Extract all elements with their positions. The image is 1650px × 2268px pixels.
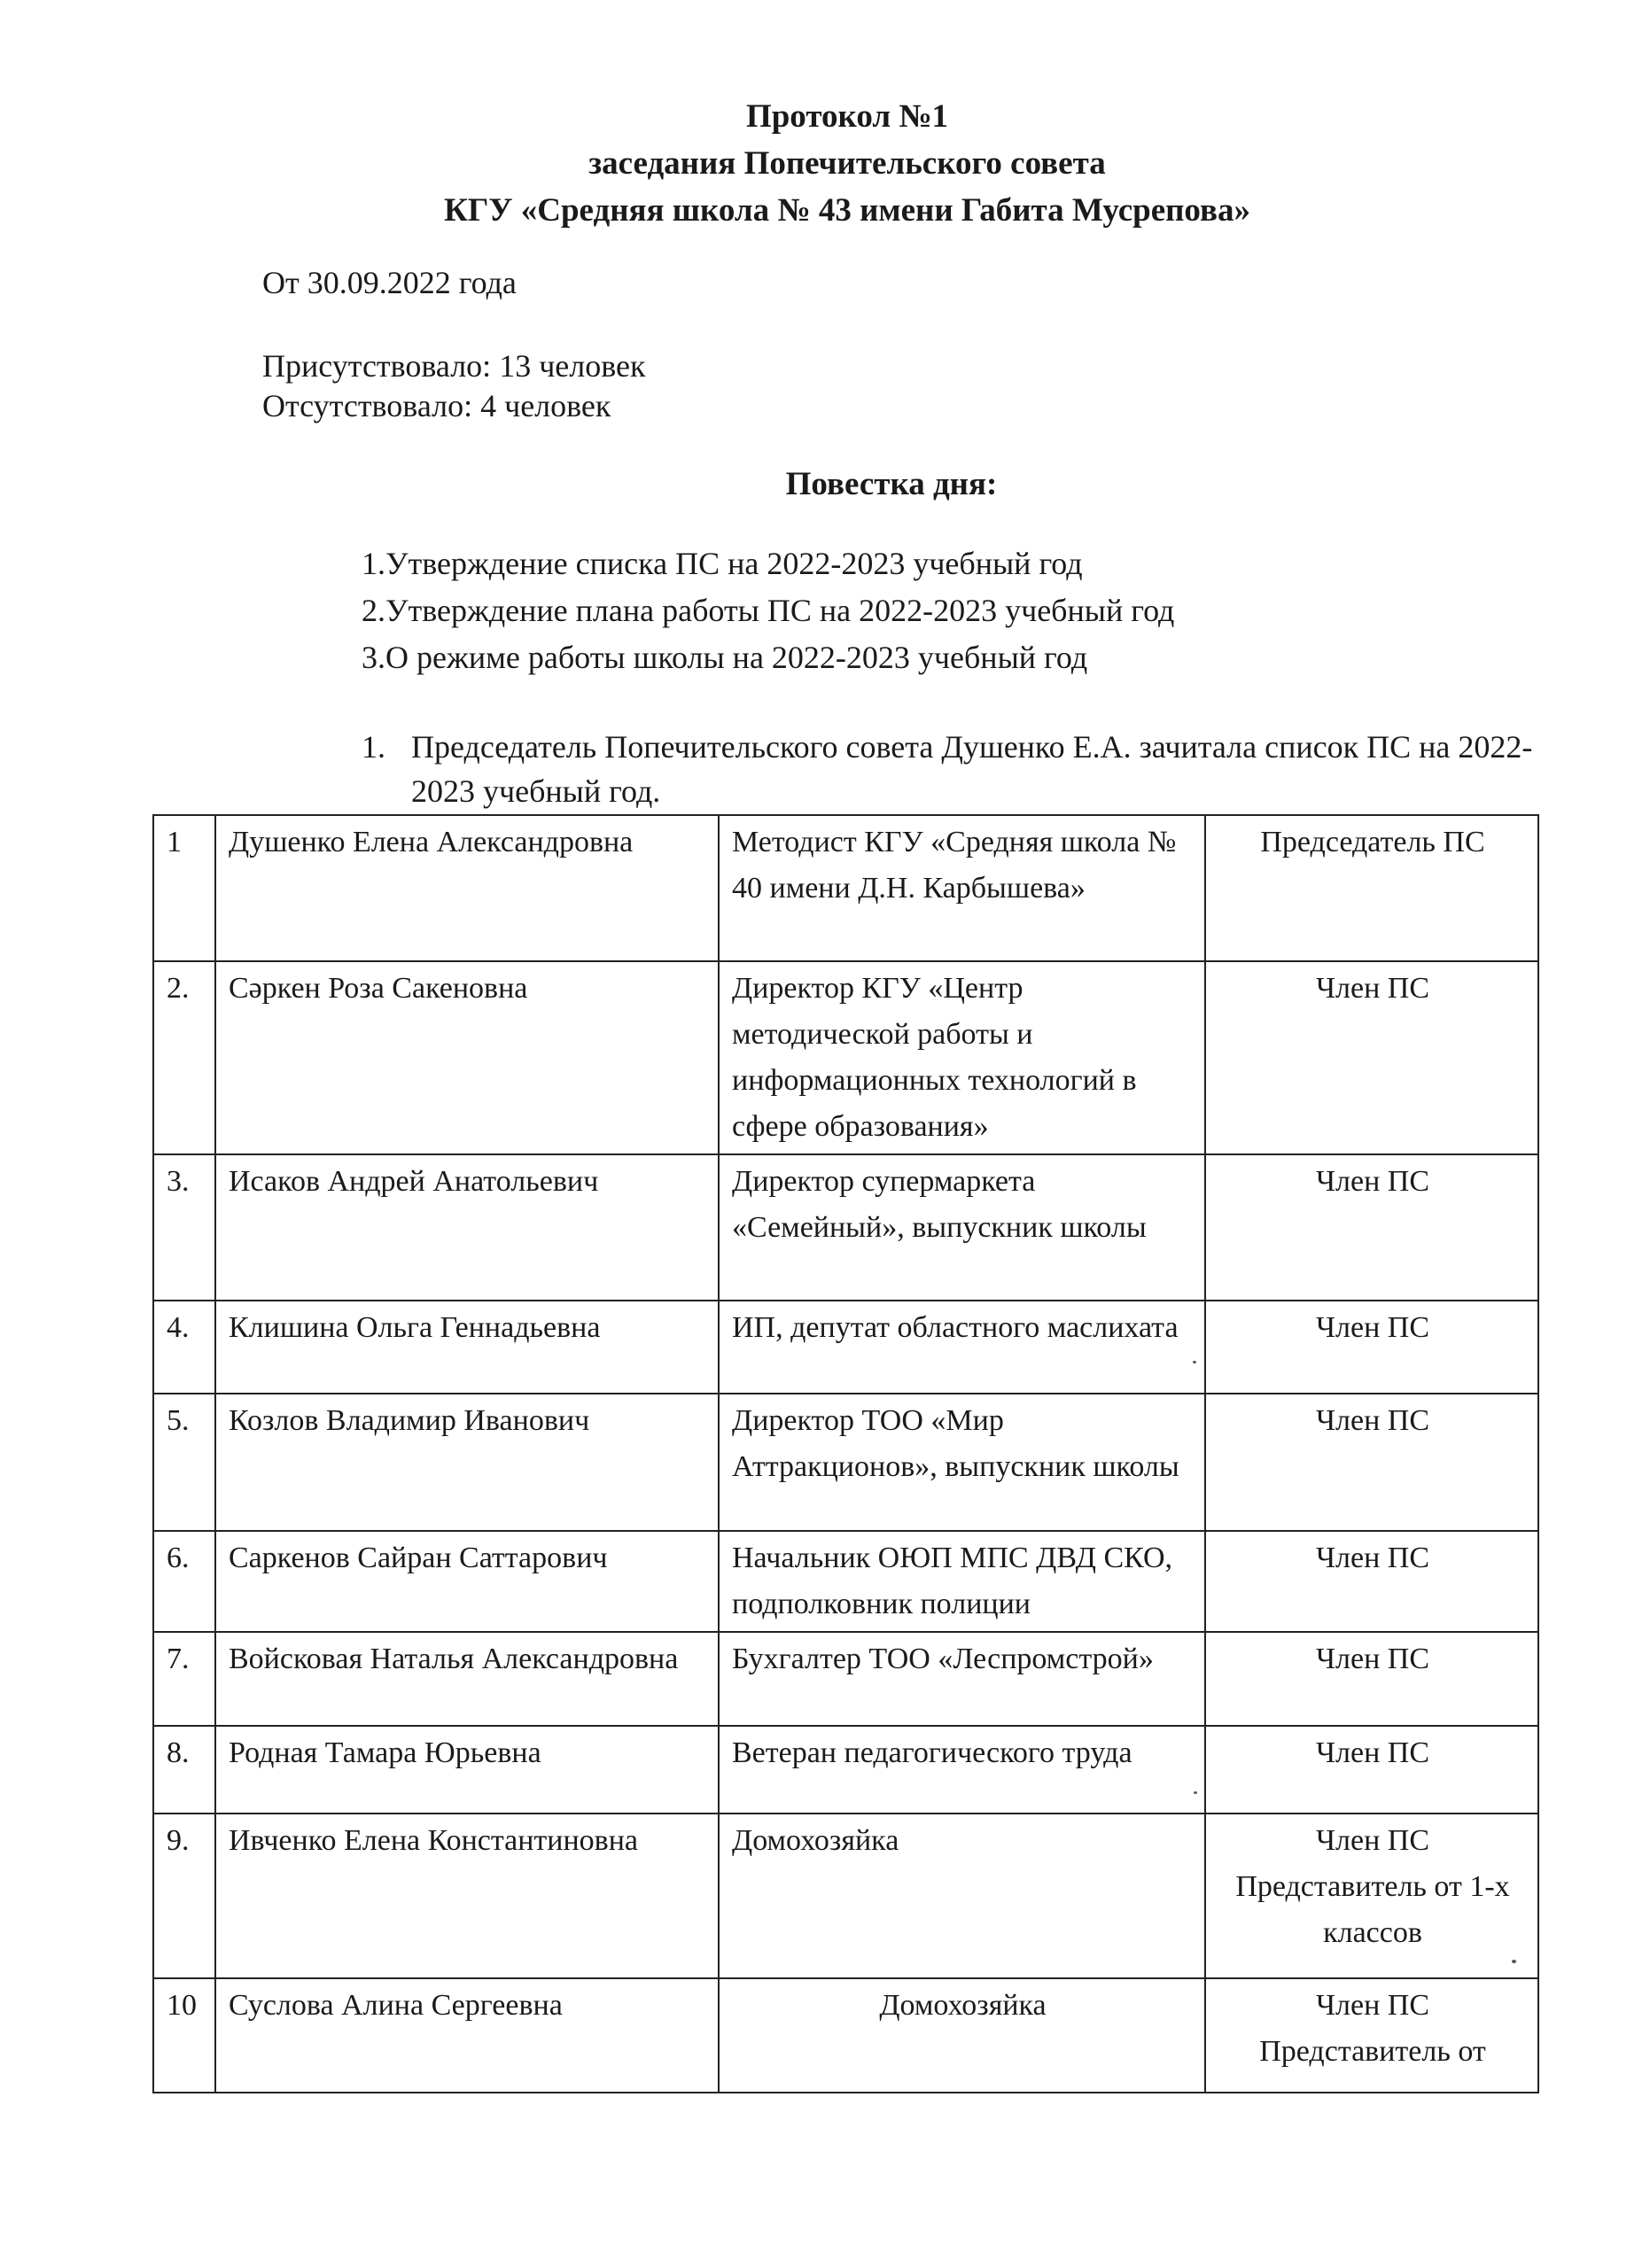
row-number: 9. <box>153 1814 215 1978</box>
member-name: Клишина Ольга Геннадьевна <box>215 1301 719 1394</box>
table-row <box>153 815 1538 961</box>
member-name: Суслова Алина Сергеевна <box>215 1978 719 2093</box>
member-role: Председатель ПС <box>1205 815 1538 961</box>
present-count: Присутствовало: 13 человек <box>262 348 646 384</box>
table-row <box>153 1978 1538 2093</box>
row-number: 2. <box>153 961 215 1154</box>
agenda-list <box>362 540 1174 681</box>
member-position: Директор КГУ «Центр методической работы и информационных технологий в сфере образования» <box>719 961 1205 1154</box>
agenda-title: Повестка дня: <box>785 466 998 502</box>
school-name: КГУ «Средняя школа № 43 имени Габита Мусрепова» <box>443 192 1250 229</box>
member-name: Сәркен Роза Сакеновна <box>215 961 719 1154</box>
member-name: Душенко Елена Александровна <box>215 815 719 961</box>
agenda-item: 1.Утверждение списка ПС на 2022-2023 учебный год <box>362 546 1083 581</box>
table-row <box>153 1814 1538 1978</box>
point-text: Председатель Попечительского совета Душенко Е.А. зачитала список ПС на 2022-2023 учебный год. <box>411 729 1533 809</box>
row-number: 7. <box>153 1632 215 1726</box>
row-number: 1 <box>153 815 215 961</box>
table-row <box>153 1726 1538 1814</box>
member-role: Член ПС <box>1205 1531 1538 1632</box>
member-role: Член ПС <box>1205 1154 1538 1301</box>
row-number: 8. <box>153 1726 215 1814</box>
member-role-cell <box>1205 1814 1538 1978</box>
member-role-detail: Представитель от 1-х классов <box>1235 1870 1510 1949</box>
member-position: ИП, депутат областного маслихата <box>719 1301 1205 1394</box>
table-row <box>153 1531 1538 1632</box>
member-position: Домохозяйка <box>719 1814 1205 1978</box>
table-row <box>153 1154 1538 1301</box>
members-table <box>152 814 1539 2093</box>
row-number: 5. <box>153 1394 215 1531</box>
member-position: Методист КГУ «Средняя школа № 40 имени Д.Н. Карбышева» <box>719 815 1205 961</box>
member-position: Домохозяйка <box>719 1978 1205 2093</box>
member-role: Член ПС <box>1205 1726 1538 1814</box>
member-name: Родная Тамара Юрьевна <box>215 1726 719 1814</box>
row-number: 6. <box>153 1531 215 1632</box>
member-name: Исаков Андрей Анатольевич <box>215 1154 719 1301</box>
table-row <box>153 1301 1538 1394</box>
member-role: Член ПС <box>1315 1989 1430 2022</box>
agenda-item: 2.Утверждение плана работы ПС на 2022-2023 учебный год <box>362 593 1175 628</box>
member-role: Член ПС <box>1205 1301 1538 1394</box>
row-number: 10 <box>153 1978 215 2093</box>
member-position: Начальник ОЮП МПС ДВД СКО, подполковник полиции <box>719 1531 1205 1632</box>
member-position: Бухгалтер ТОО «Леспромстрой» <box>719 1632 1205 1726</box>
member-position: Директор супермаркета «Семейный», выпускник школы <box>719 1154 1205 1301</box>
table-row <box>153 961 1538 1154</box>
member-role: Член ПС <box>1205 1394 1538 1531</box>
scan-speck <box>1193 1361 1196 1363</box>
member-role: Член ПС <box>1205 961 1538 1154</box>
meeting-title: заседания Попечительского совета <box>588 145 1106 182</box>
member-role: Член ПС <box>1315 1824 1430 1857</box>
member-role: Член ПС <box>1205 1632 1538 1726</box>
scan-speck <box>1512 1960 1516 1963</box>
member-name: Козлов Владимир Иванович <box>215 1394 719 1531</box>
document-header <box>0 93 1650 234</box>
member-role-detail: Представитель от <box>1259 2035 1486 2068</box>
meeting-date: От 30.09.2022 года <box>262 265 517 300</box>
member-name: Войсковая Наталья Александровна <box>215 1632 719 1726</box>
member-position: Директор ТОО «Мир Аттракционов», выпускник школы <box>719 1394 1205 1531</box>
member-name: Ивченко Елена Константиновна <box>215 1814 719 1978</box>
member-role-cell <box>1205 1978 1538 2093</box>
row-number: 4. <box>153 1301 215 1394</box>
absent-count: Отсутствовало: 4 человек <box>262 388 611 423</box>
table-row <box>153 1394 1538 1531</box>
agenda-point-1 <box>362 725 1558 813</box>
row-number: 3. <box>153 1154 215 1301</box>
member-name: Саркенов Сайран Саттарович <box>215 1531 719 1632</box>
protocol-title: Протокол №1 <box>745 98 949 135</box>
table-row <box>153 1632 1538 1726</box>
agenda-item: 3.О режиме работы школы на 2022-2023 учебный год <box>362 640 1088 675</box>
scan-speck <box>1194 1791 1197 1794</box>
point-number: 1. <box>362 729 385 765</box>
member-position: Ветеран педагогического труда <box>719 1726 1205 1814</box>
